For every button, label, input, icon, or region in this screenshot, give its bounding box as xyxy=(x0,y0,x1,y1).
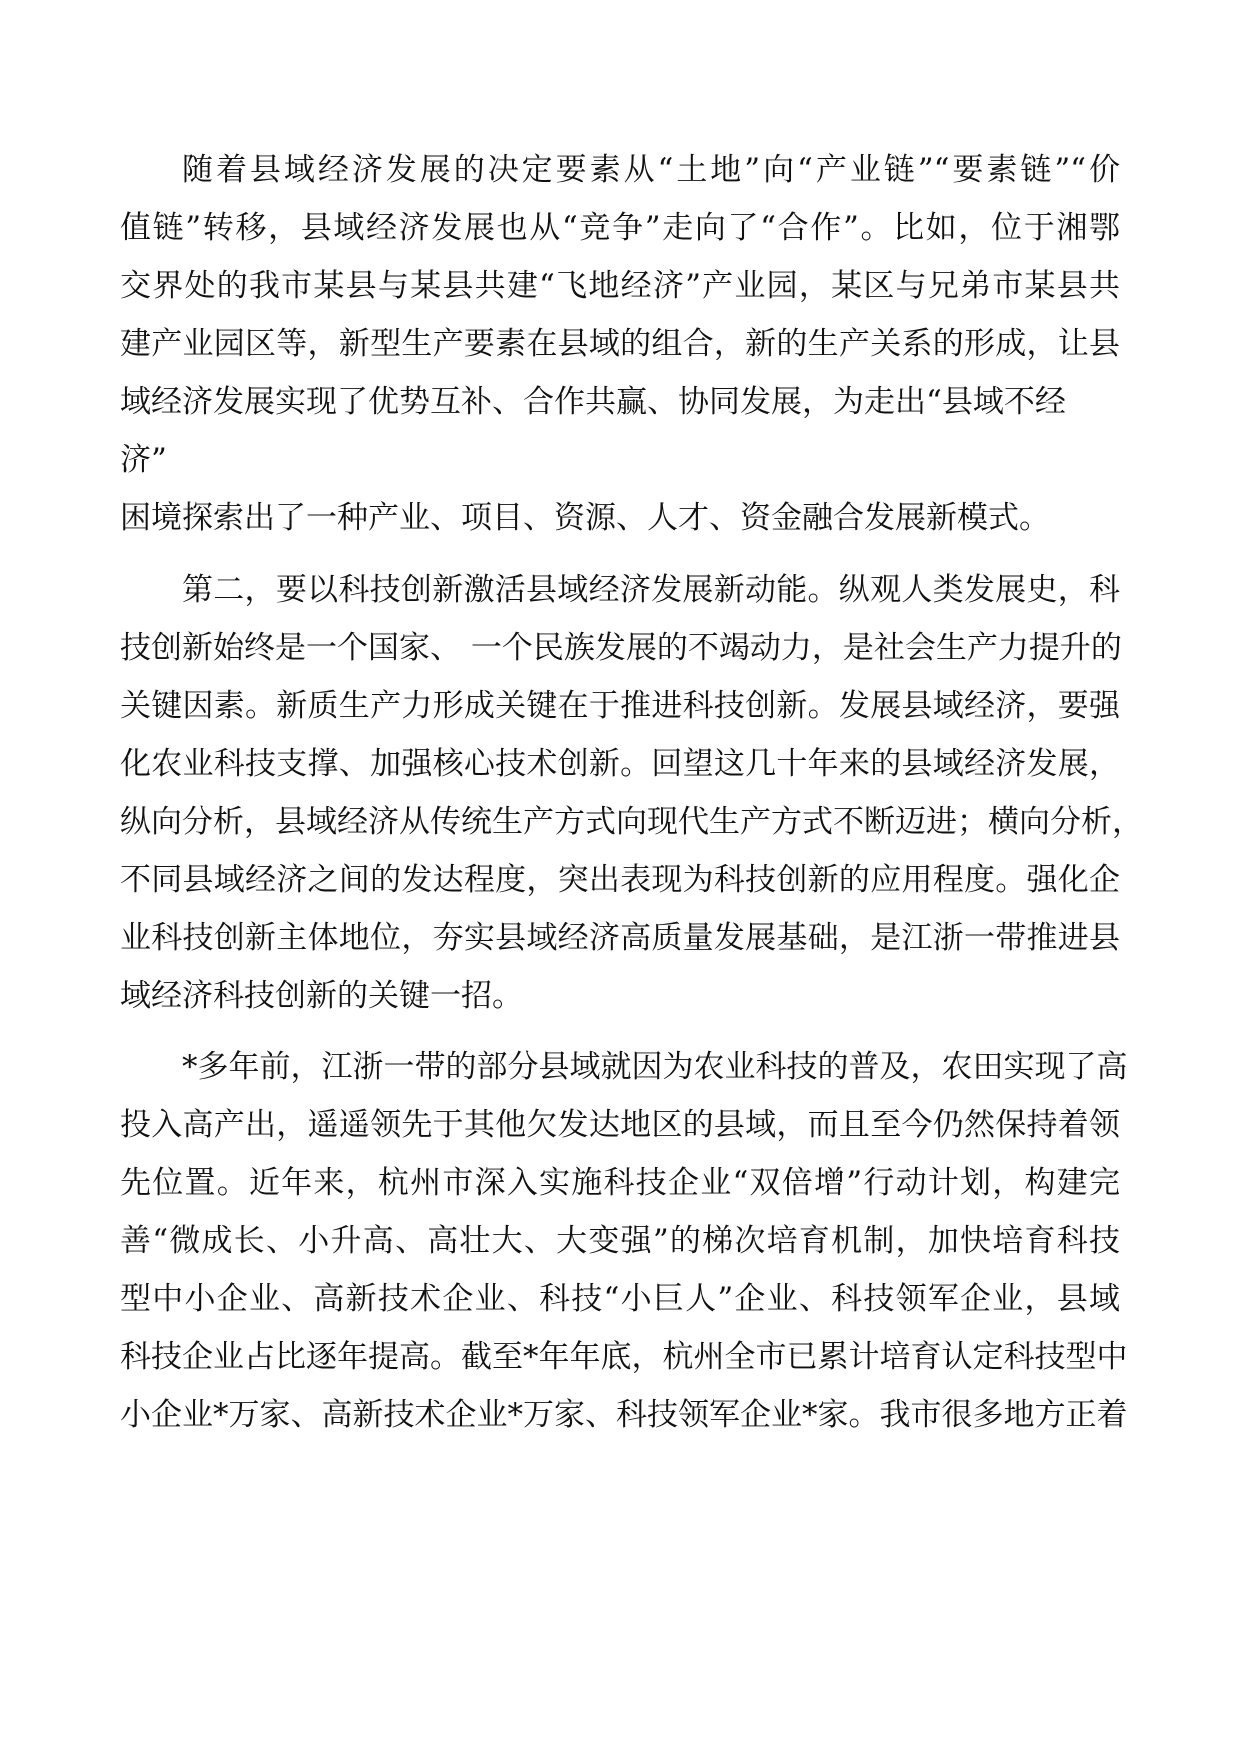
text-line: 域经济科技创新的关键一招。 xyxy=(120,978,523,1014)
text-line: 不同县域经济之间的发达程度，突出表现为科技创新的应用程度。强化企 xyxy=(120,862,1120,898)
text-line: 化农业科技支撑、加强核心技术创新。回望这几十年来的县域经济发展， xyxy=(120,746,1120,782)
text-line: 科技企业占比逐年提高。截至*年年底，杭州全市已累计培育认定科技型中 xyxy=(120,1339,1128,1375)
text-line: 先位置。近年来，杭州市深入实施科技企业“双倍增”行动计划，构建完 xyxy=(120,1165,1120,1201)
text-line: 第二，要以科技创新激活县域经济发展新动能。纵观人类发展史，科 xyxy=(182,572,1120,608)
text-line: 善“微成长、小升高、高壮大、大变强”的梯次培育机制，加快培育科技 xyxy=(120,1223,1120,1259)
text-line: 投入高产出，遥遥领先于其他欠发达地区的县域，而且至今仍然保持着领 xyxy=(120,1107,1120,1143)
text-line: 交界处的我市某县与某县共建“飞地经济”产业园，某区与兄弟市某县共 xyxy=(120,268,1120,304)
text-line: 建产业园区等，新型生产要素在县域的组合，新的生产关系的形成，让县 xyxy=(120,326,1120,362)
text-line: 济” xyxy=(120,442,167,478)
text-line: 型中小企业、高新技术企业、科技“小巨人”企业、科技领军企业，县域 xyxy=(120,1281,1120,1317)
text-line: 关键因素。新质生产力形成关键在于推进科技创新。发展县域经济，要强 xyxy=(120,688,1120,724)
text-line: *多年前，江浙一带的部分县域就因为农业科技的普及，农田实现了高 xyxy=(182,1049,1128,1085)
text-line: 困境探索出了一种产业、项目、资源、人才、资金融合发展新模式。 xyxy=(120,500,1050,536)
text-line: 技创新始终是一个国家、 一个民族发展的不竭动力，是社会生产力提升的 xyxy=(120,630,1122,666)
text-line: 纵向分析，县域经济从传统生产方式向现代生产方式不断迈进；横向分析， xyxy=(120,804,1143,840)
text-line: 域经济发展实现了优势互补、合作共赢、协同发展，为走出“县域不经 xyxy=(120,384,1066,420)
text-line: 业科技创新主体地位，夯实县域经济高质量发展基础，是江浙一带推进县 xyxy=(120,920,1120,956)
text-line: 随着县域经济发展的决定要素从“土地”向“产业链”“要素链”“价 xyxy=(182,152,1120,188)
text-line: 小企业*万家、高新技术企业*万家、科技领军企业*家。我市很多地方正着 xyxy=(120,1397,1128,1433)
text-line: 值链”转移，县域经济发展也从“竞争”走向了“合作”。比如，位于湘鄂 xyxy=(120,210,1120,246)
